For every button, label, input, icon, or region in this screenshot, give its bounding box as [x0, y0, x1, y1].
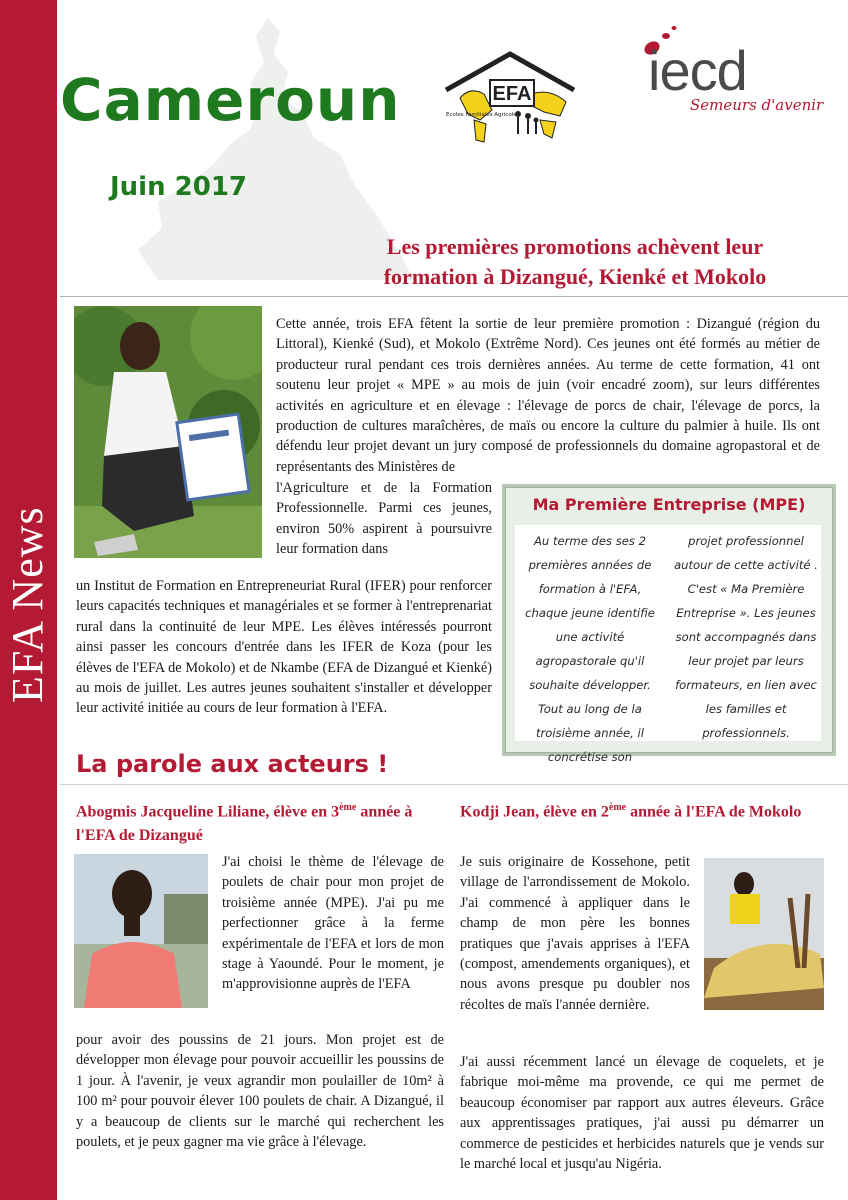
mpe-box-title: Ma Première Entreprise (MPE): [532, 495, 806, 514]
article-headline: Les premières promotions achèvent leur formation à Dizangué, Kienké et Mokolo: [383, 234, 767, 289]
article-paragraph-bottom: un Institut de Formation en Entrepreneuriat Rural (IFER) pour renforcer leurs capacités techniques et managériales et se former à l'entreprenariat rural dans la continuité de leur MPE. Les élèves intéressés pourront ainsi passer les concours d'entrée dans les IFER de Koza (pour les élèves de l'EFA de Mokolo) et de Nkambe (EFA de Dizangué et Kienké) au mois de juillet. Les autres jeunes souhaitent s'installer et développer leur activité initiée au cours de leur formation à l'EFA.: [76, 578, 492, 717]
section-divider: [60, 784, 848, 785]
svg-text:Ecoles Familiales Agricoles: Ecoles Familiales Agricoles: [446, 112, 520, 118]
sidebar-band: [0, 0, 57, 1200]
testimonial-2-photo: [704, 858, 824, 1010]
divider: [60, 296, 848, 297]
mpe-col-right: projet professionnel autour de cette activité . C'est « Ma Première Entreprise ». Les jeunes sont accompagnés dans leur projet par leurs formateurs, en lien avec les familles et professionnels.: [674, 534, 818, 740]
iecd-tagline: Semeurs d'avenir: [690, 96, 824, 114]
article-paragraph-top: Cette année, trois EFA fêtent la sortie de leur première promotion : Dizangué (région du Littoral), Kienké (Sud), et Mokolo (Extrême Nord). Ces jeunes ont été formés au métier de producteur rural pendant ces trois dernières années. Au terme de cette formation, 41 ont soutenu leur projet « MPE » au mois de juin (voir encadré zoom), sur leurs différentes activités en agriculture et en élevage : l'élevage de porcs de chair, l'élevage de porcs, la production de cultures maraîchères, de maïs ou encore la culture du palmier à huile. Ils ont défendu leur projet devant un jury composé de professionnels du domaine agropastoral et de représentants des Ministères de: [276, 316, 820, 475]
testimonial-1-name: Abogmis Jacqueline Liliane, élève en 3ème année à l'EFA de Dizangué: [76, 802, 413, 845]
section-title: La parole aux acteurs !: [76, 750, 389, 778]
testimonial-2-text-top: Je suis originaire de Kossehone, petit village de l'arrondissement de Mokolo. J'ai commencé à appliquer dans le champ de mon père les bonnes pratiques que j'avais apprises à l'EFA (compost, amendements organiques), et nous avons presque pu doubler nos récoltes de maïs l'année dernière.: [460, 854, 690, 1013]
article-paragraph-mid: l'Agriculture et de la Formation Professionnelle. Parmi ces jeunes, environ 50% aspirent à poursuivre leur formation dans: [276, 480, 492, 558]
testimonial-2-name: Kodji Jean, élève en 2ème année à l'EFA de Mokolo: [460, 802, 802, 821]
efa-logo: [440, 50, 580, 148]
sidebar-title: EFA News: [3, 506, 52, 704]
iecd-logo-text: iecd: [648, 39, 747, 102]
mpe-sidebar-box: [502, 484, 836, 764]
mpe-box-body: [515, 525, 821, 764]
testimonial-1-text-bottom: pour avoir des poussins de 21 jours. Mon projet est de développer mon élevage pour pouvoir accueillir les poussins de 1 jour. À l'avenir, je veux agrandir mon poulailler de 10m² à 100 m² pour pouvoir élever 100 poulets de chair. A Dizangué, il y a beaucoup de clients sur le marché qui recherchent les poulets, et je peux gagner ma vie grâce à l'élevage.: [76, 1032, 444, 1151]
graduate-photo: [74, 306, 262, 558]
testimonial-1-text-top: J'ai choisi le thème de l'élevage de poulets de chair pour mon projet de troisième année (MPE). J'ai pu me perfectionner grâce à la ferme expérimentale de l'EFA et lors de mon stage à Yaoundé. Pour le moment, je m'approvisionne auprès de l'EFA: [222, 854, 444, 993]
mpe-col-left: Au terme des ses 2 premières années de formation à l'EFA, chaque jeune identifie une activité agropastorale qu'il souhaite développer. Tout au long de la troisième année, il concrétise son: [525, 534, 655, 764]
page-title: Cameroun: [60, 66, 401, 134]
svg-text:EFA: EFA: [492, 83, 532, 105]
testimonial-2-text-bottom: J'ai aussi récemment lancé un élevage de coquelets, et je fabrique moi-même ma provende, ce qui me permet de beaucoup économiser par rapport aux autres éleveurs. Grâce aux apprentissages pratiques, j'ai aussi pu démarrer un commerce de pesticides et herbicides naturels que je vends sur le marché local et jusqu'au Nigéria.: [460, 1054, 824, 1173]
testimonial-1-photo: [74, 854, 208, 1008]
issue-date: Juin 2017: [110, 172, 248, 202]
